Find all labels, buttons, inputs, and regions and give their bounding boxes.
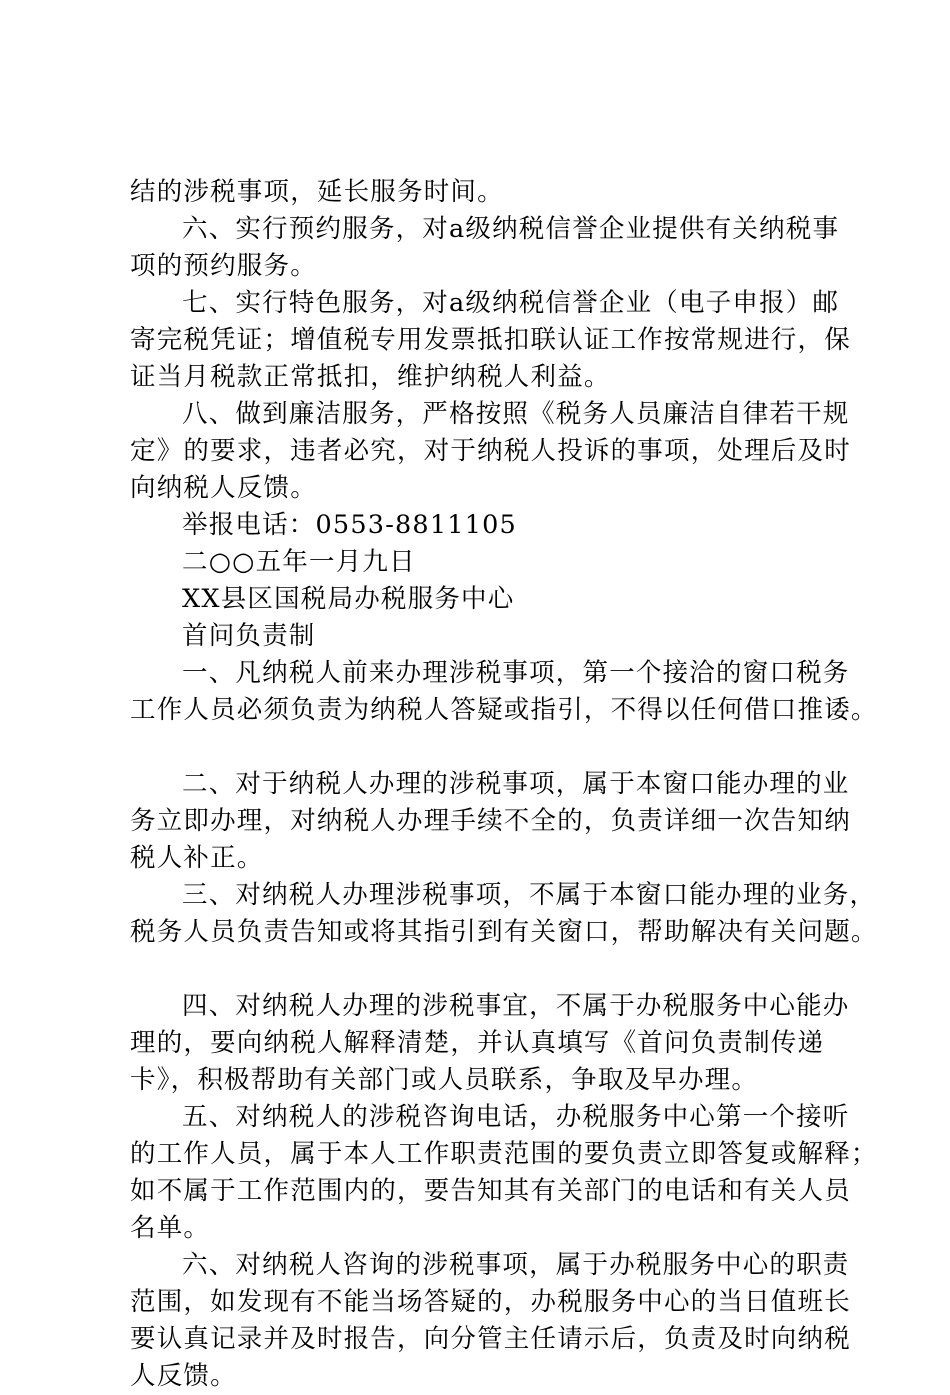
text-line: 定》的要求，违者必究，对于纳税人投诉的事项，处理后及时 [130,436,851,466]
text-line: 税人补正。 [130,843,264,873]
text-line: 八、做到廉洁服务，严格按照《税务人员廉洁自律若干规 [182,399,850,429]
section-heading: 首问负责制 [182,621,316,651]
text-line: 税务人员负责告知或将其指引到有关窗口，帮助解决有关问题。 [130,917,878,947]
text-line: 证当月税款正常抵扣，维护纳税人利益。 [130,362,611,392]
text-line: 六、实行预约服务，对a级纳税信誉企业提供有关纳税事 [182,214,840,244]
text-line: 六、对纳税人咨询的涉税事项，属于办税服务中心的职责 [182,1250,850,1280]
text-line: 卡》，积极帮助有关部门或人员联系，争取及早办理。 [130,1065,759,1095]
text-line: 理的，要向纳税人解释清楚，并认真填写《首问负责制传递 [130,1028,825,1058]
text-line: 范围，如发现有不能当场答疑的，办税服务中心的当日值班长 [130,1287,851,1317]
text-line: 一、凡纳税人前来办理涉税事项，第一个接洽的窗口税务 [182,658,850,688]
text-line: 名单。 [130,1213,211,1243]
text-line: 人反馈。 [130,1361,237,1391]
text-line: 三、对纳税人办理涉税事项，不属于本窗口能办理的业务， [182,880,877,910]
text-line: 五、对纳税人的涉税咨询电话，办税服务中心第一个接听 [182,1102,850,1132]
issuing-office: XX县区国税局办税服务中心 [182,584,515,614]
text-line: 要认真记录并及时报告，向分管主任请示后，负责及时向纳税 [130,1324,851,1354]
document-body [130,174,878,1395]
text-line: 如不属于工作范围内的，要告知其有关部门的电话和有关人员 [130,1176,851,1206]
text-line: 二、对于纳税人办理的涉税事项，属于本窗口能办理的业 [182,769,850,799]
text-line: 工作人员必须负责为纳税人答疑或指引，不得以任何借口推诿。 [130,695,878,725]
text-line: 结的涉税事项，延长服务时间。 [130,177,504,207]
text-line: 的工作人员，属于本人工作职责范围的要负责立即答复或解释； [130,1139,878,1169]
text-line: 务立即办理，对纳税人办理手续不全的，负责详细一次告知纳 [130,806,851,836]
paragraph-gap [130,729,850,766]
document-date: 二○○五年一月九日 [182,547,416,577]
report-phone: 举报电话：0553-8811105 [182,510,517,540]
text-line: 向纳税人反馈。 [130,473,317,503]
text-line: 寄完税凭证；增值税专用发票抵扣联认证工作按常规进行，保 [130,325,851,355]
paragraph-gap [130,951,850,988]
text-line: 项的预约服务。 [130,251,317,281]
text-line: 四、对纳税人办理的涉税事宜，不属于办税服务中心能办 [182,991,850,1021]
text-line: 七、实行特色服务，对a级纳税信誉企业（电子申报）邮 [182,288,840,318]
